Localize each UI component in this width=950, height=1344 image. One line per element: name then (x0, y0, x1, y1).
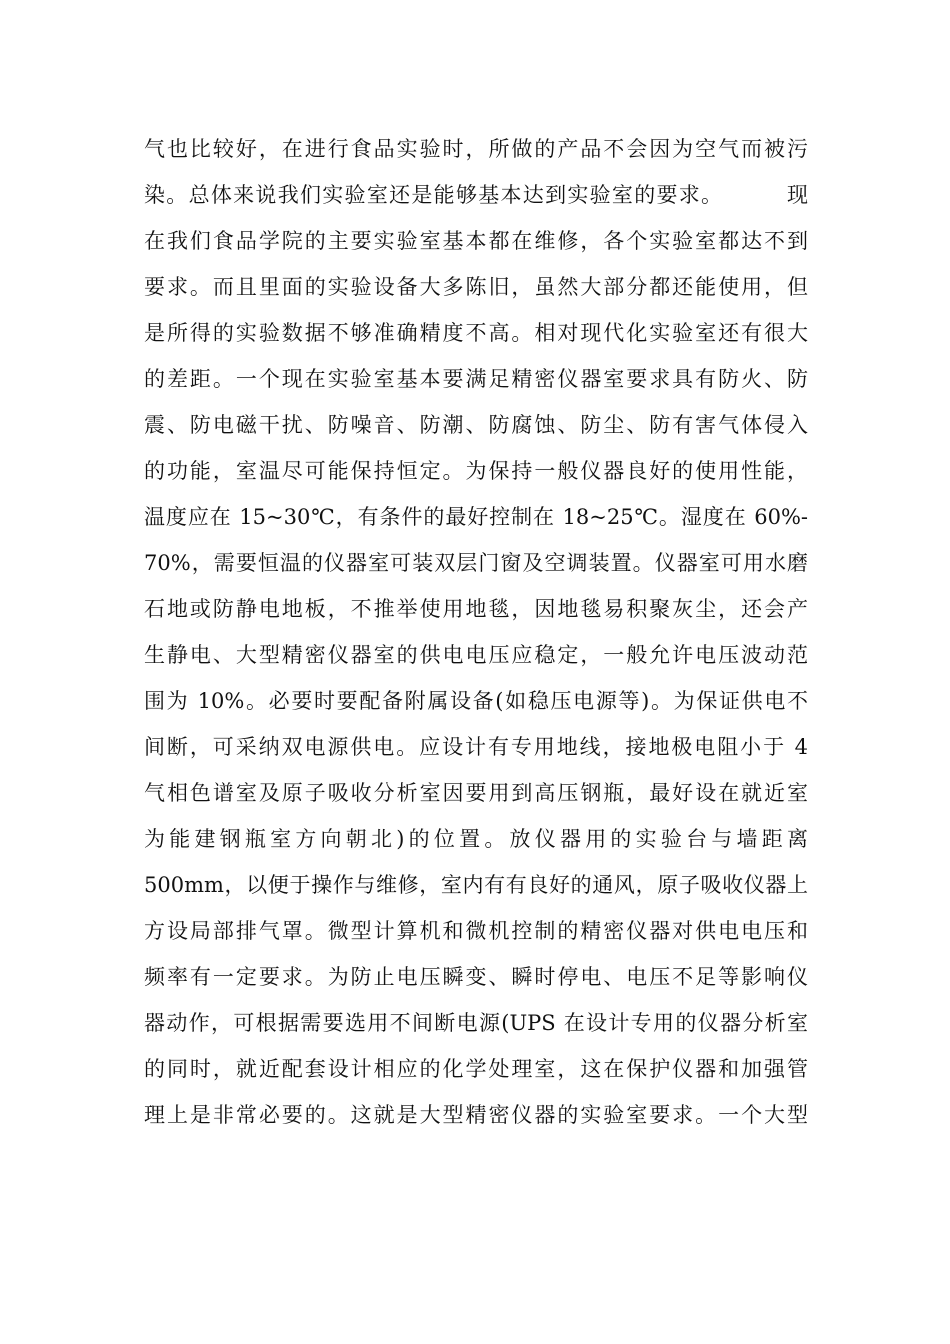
text-line-17: 500mm，以便于操作与维修，室内有有良好的通风，原子吸收仪器上 (144, 873, 808, 897)
text-line-7: 震、防电磁干扰、防噪音、防潮、防腐蚀、防尘、防有害气体侵入 (144, 413, 808, 437)
text-line-5: 是所得的实验数据不够准确精度不高。相对现代化实验室还有很大 (144, 321, 808, 345)
text-line-11: 石地或防静电地板，不推举使用地毯，因地毯易积聚灰尘，还会产 (144, 597, 808, 621)
text-line-2: 染。总体来说我们实验室还是能够基本达到实验室的要求。 现 (144, 183, 808, 207)
text-line-8: 的功能，室温尽可能保持恒定。为保持一般仪器良好的使用性能， (144, 459, 808, 483)
text-line-1: 气也比较好，在进行食品实验时，所做的产品不会因为空气而被污 (144, 137, 808, 161)
body-text (144, 126, 808, 1138)
text-line-12: 生静电、大型精密仪器室的供电电压应稳定，一般允许电压波动范 (144, 643, 808, 667)
text-line-14: 间断，可采纳双电源供电。应设计有专用地线，接地极电阻小于 4 (144, 735, 808, 759)
text-line-9: 温度应在 15~30℃，有条件的最好控制在 18~25℃。湿度在 60%- (144, 505, 808, 529)
text-line-3: 在我们食品学院的主要实验室基本都在维修，各个实验室都达不到 (144, 229, 808, 253)
text-line-16: 为能建钢瓶室方向朝北)的位置。放仪器用的实验台与墙距离 (144, 827, 808, 851)
text-line-20: 器动作，可根据需要选用不间断电源(UPS 在设计专用的仪器分析室 (144, 1011, 808, 1035)
text-line-6: 的差距。一个现在实验室基本要满足精密仪器室要求具有防火、防 (144, 367, 808, 391)
text-line-19: 频率有一定要求。为防止电压瞬变、瞬时停电、电压不足等影响仪 (144, 965, 808, 989)
text-line-4: 要求。而且里面的实验设备大多陈旧，虽然大部分都还能使用，但 (144, 275, 808, 299)
text-line-10: 70%，需要恒温的仪器室可装双层门窗及空调装置。仪器室可用水磨 (144, 551, 808, 575)
text-line-22: 理上是非常必要的。这就是大型精密仪器的实验室要求。一个大型 (144, 1103, 808, 1127)
text-line-21: 的同时，就近配套设计相应的化学处理室，这在保护仪器和加强管 (144, 1057, 808, 1081)
text-line-15: 气相色谱室及原子吸收分析室因要用到高压钢瓶，最好设在就近室 (144, 781, 808, 805)
text-line-13: 围为 10%。必要时要配备附属设备(如稳压电源等)。为保证供电不 (144, 689, 808, 713)
text-line-18: 方设局部排气罩。微型计算机和微机控制的精密仪器对供电电压和 (144, 919, 808, 943)
